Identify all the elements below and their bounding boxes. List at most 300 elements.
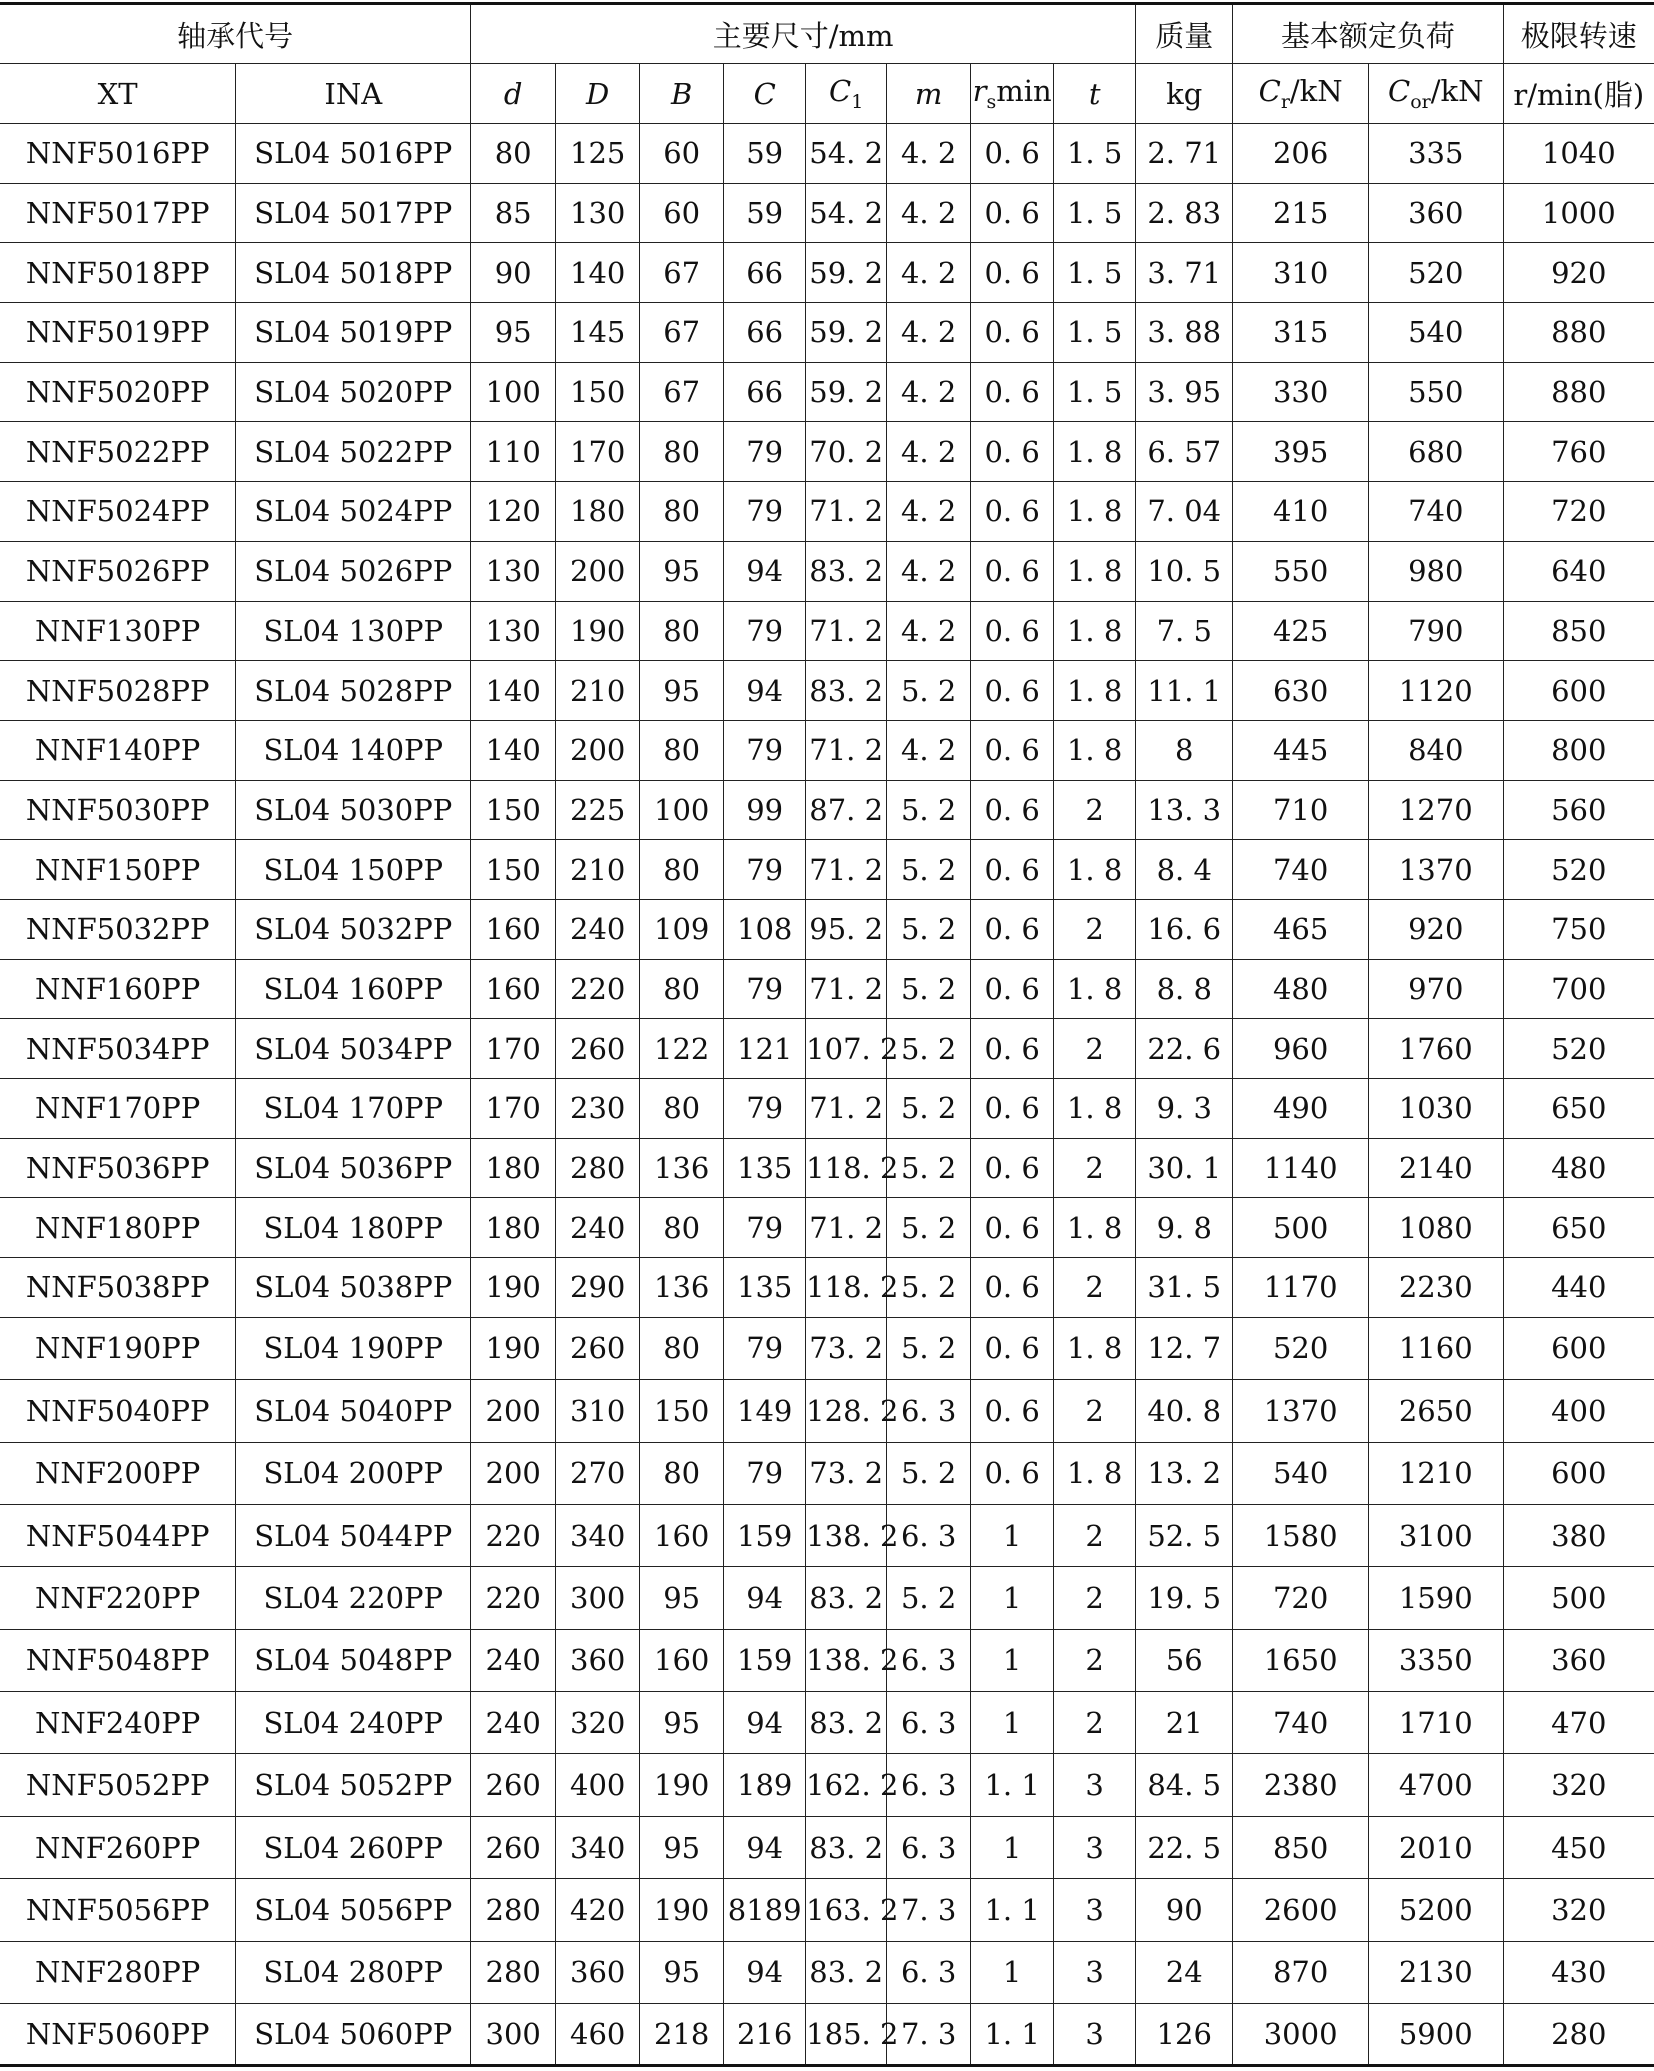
cell-width-B: 67 bbox=[640, 243, 724, 303]
cell-width-C: 216 bbox=[724, 2004, 806, 2066]
table-row bbox=[0, 362, 1654, 422]
cell-width-C: 79 bbox=[724, 422, 806, 482]
cell-m: 4. 2 bbox=[887, 601, 971, 661]
cell-mass-kg: 10. 5 bbox=[1136, 541, 1233, 601]
cell-mass-kg: 3. 71 bbox=[1136, 243, 1233, 303]
cell-cor-kn: 1210 bbox=[1368, 1442, 1503, 1504]
table-row bbox=[0, 1019, 1654, 1079]
cell-ina-code: SL04 5038PP bbox=[236, 1258, 471, 1318]
cell-cor-kn: 1370 bbox=[1368, 840, 1503, 900]
cell-t: 1. 8 bbox=[1054, 1198, 1136, 1258]
cell-t: 2 bbox=[1054, 1567, 1136, 1629]
cell-width-C1: 95. 2 bbox=[806, 899, 887, 959]
cell-outer-D: 130 bbox=[556, 183, 640, 243]
cell-speed: 750 bbox=[1503, 899, 1654, 959]
col-header-speed: r/min(脂) bbox=[1503, 64, 1654, 124]
table-row bbox=[0, 124, 1654, 184]
cell-t: 1. 8 bbox=[1054, 1442, 1136, 1504]
cell-rs-min: 0. 6 bbox=[971, 661, 1054, 721]
cell-speed: 700 bbox=[1503, 959, 1654, 1019]
cell-width-C1: 73. 2 bbox=[806, 1317, 887, 1379]
cell-width-B: 80 bbox=[640, 840, 724, 900]
cell-outer-D: 290 bbox=[556, 1258, 640, 1318]
cell-cr-kn: 850 bbox=[1233, 1816, 1369, 1878]
cell-outer-D: 360 bbox=[556, 1629, 640, 1691]
cell-outer-D: 260 bbox=[556, 1317, 640, 1379]
cell-rs-min: 0. 6 bbox=[971, 1198, 1054, 1258]
cell-mass-kg: 90 bbox=[1136, 1879, 1233, 1941]
cell-m: 7. 3 bbox=[887, 1879, 971, 1941]
cell-rs-min: 1 bbox=[971, 1692, 1054, 1754]
cell-width-C: 79 bbox=[724, 482, 806, 542]
cell-mass-kg: 19. 5 bbox=[1136, 1567, 1233, 1629]
cell-speed: 520 bbox=[1503, 1019, 1654, 1079]
header-mass: 质量 bbox=[1136, 4, 1233, 64]
cell-cr-kn: 425 bbox=[1233, 601, 1369, 661]
cell-m: 4. 2 bbox=[887, 303, 971, 363]
col-header-d: d bbox=[471, 64, 556, 124]
cell-m: 5. 2 bbox=[887, 899, 971, 959]
cell-xt-code: NNF280PP bbox=[0, 1941, 236, 2003]
cell-cr-kn: 630 bbox=[1233, 661, 1369, 721]
cell-ina-code: SL04 240PP bbox=[236, 1692, 471, 1754]
cell-speed: 920 bbox=[1503, 243, 1654, 303]
cell-width-C1: 163. 2 bbox=[806, 1879, 887, 1941]
cell-bore-d: 190 bbox=[471, 1317, 556, 1379]
cell-mass-kg: 22. 6 bbox=[1136, 1019, 1233, 1079]
cell-mass-kg: 126 bbox=[1136, 2004, 1233, 2066]
cell-rs-min: 0. 6 bbox=[971, 422, 1054, 482]
cell-outer-D: 210 bbox=[556, 661, 640, 721]
cell-width-C: 108 bbox=[724, 899, 806, 959]
cell-mass-kg: 16. 6 bbox=[1136, 899, 1233, 959]
cell-ina-code: SL04 5034PP bbox=[236, 1019, 471, 1079]
cell-m: 4. 2 bbox=[887, 362, 971, 422]
table-row bbox=[0, 601, 1654, 661]
cell-rs-min: 0. 6 bbox=[971, 780, 1054, 840]
cell-width-B: 218 bbox=[640, 2004, 724, 2066]
cell-ina-code: SL04 5032PP bbox=[236, 899, 471, 959]
cell-outer-D: 200 bbox=[556, 541, 640, 601]
cell-width-C1: 87. 2 bbox=[806, 780, 887, 840]
cell-cr-kn: 870 bbox=[1233, 1941, 1369, 2003]
table-row bbox=[0, 899, 1654, 959]
cell-width-B: 95 bbox=[640, 661, 724, 721]
col-header-kg: kg bbox=[1136, 64, 1233, 124]
cell-mass-kg: 21 bbox=[1136, 1692, 1233, 1754]
table-row bbox=[0, 1567, 1654, 1629]
cell-mass-kg: 8 bbox=[1136, 720, 1233, 780]
table-row bbox=[0, 1138, 1654, 1198]
cell-outer-D: 210 bbox=[556, 840, 640, 900]
cell-outer-D: 180 bbox=[556, 482, 640, 542]
cell-mass-kg: 8. 8 bbox=[1136, 959, 1233, 1019]
cell-width-C: 121 bbox=[724, 1019, 806, 1079]
cell-t: 3 bbox=[1054, 1754, 1136, 1816]
cell-bore-d: 110 bbox=[471, 422, 556, 482]
cell-t: 1. 8 bbox=[1054, 541, 1136, 601]
cell-outer-D: 260 bbox=[556, 1019, 640, 1079]
cell-cr-kn: 310 bbox=[1233, 243, 1369, 303]
cell-rs-min: 0. 6 bbox=[971, 1258, 1054, 1318]
cell-speed: 320 bbox=[1503, 1879, 1654, 1941]
cell-mass-kg: 2. 83 bbox=[1136, 183, 1233, 243]
table-row bbox=[0, 1504, 1654, 1566]
cell-cor-kn: 740 bbox=[1368, 482, 1503, 542]
cell-m: 4. 2 bbox=[887, 124, 971, 184]
cell-width-C: 79 bbox=[724, 720, 806, 780]
cell-outer-D: 150 bbox=[556, 362, 640, 422]
cell-mass-kg: 52. 5 bbox=[1136, 1504, 1233, 1566]
cell-ina-code: SL04 5019PP bbox=[236, 303, 471, 363]
header-row-columns bbox=[0, 64, 1654, 124]
col-header-rs-base: r bbox=[972, 74, 987, 109]
cell-width-C: 135 bbox=[724, 1138, 806, 1198]
cell-outer-D: 300 bbox=[556, 1567, 640, 1629]
cell-xt-code: NNF5022PP bbox=[0, 422, 236, 482]
cell-speed: 450 bbox=[1503, 1816, 1654, 1878]
cell-ina-code: SL04 5052PP bbox=[236, 1754, 471, 1816]
cell-m: 5. 2 bbox=[887, 959, 971, 1019]
cell-cr-kn: 1140 bbox=[1233, 1138, 1369, 1198]
cell-ina-code: SL04 5028PP bbox=[236, 661, 471, 721]
cell-width-C: 149 bbox=[724, 1380, 806, 1442]
cell-rs-min: 1 bbox=[971, 1941, 1054, 2003]
cell-bore-d: 240 bbox=[471, 1629, 556, 1691]
cell-bore-d: 170 bbox=[471, 1019, 556, 1079]
col-header-cr bbox=[1233, 64, 1369, 124]
cell-bore-d: 160 bbox=[471, 959, 556, 1019]
cell-ina-code: SL04 5060PP bbox=[236, 2004, 471, 2066]
cell-speed: 650 bbox=[1503, 1079, 1654, 1139]
cell-width-C: 66 bbox=[724, 243, 806, 303]
cell-cr-kn: 550 bbox=[1233, 541, 1369, 601]
col-header-C1-base: C bbox=[829, 74, 852, 109]
cell-xt-code: NNF5048PP bbox=[0, 1629, 236, 1691]
cell-t: 1. 8 bbox=[1054, 601, 1136, 661]
cell-width-C: 94 bbox=[724, 1941, 806, 2003]
cell-ina-code: SL04 5040PP bbox=[236, 1380, 471, 1442]
table-row bbox=[0, 1692, 1654, 1754]
cell-ina-code: SL04 160PP bbox=[236, 959, 471, 1019]
cell-t: 1. 5 bbox=[1054, 243, 1136, 303]
cell-ina-code: SL04 5018PP bbox=[236, 243, 471, 303]
cell-bore-d: 180 bbox=[471, 1138, 556, 1198]
cell-m: 5. 2 bbox=[887, 1317, 971, 1379]
col-header-C1 bbox=[806, 64, 887, 124]
col-header-m: m bbox=[887, 64, 971, 124]
cell-outer-D: 170 bbox=[556, 422, 640, 482]
cell-width-C: 79 bbox=[724, 959, 806, 1019]
cell-cor-kn: 335 bbox=[1368, 124, 1503, 184]
cell-ina-code: SL04 140PP bbox=[236, 720, 471, 780]
cell-cr-kn: 3000 bbox=[1233, 2004, 1369, 2066]
cell-cr-kn: 330 bbox=[1233, 362, 1369, 422]
cell-cr-kn: 710 bbox=[1233, 780, 1369, 840]
cell-outer-D: 240 bbox=[556, 1198, 640, 1258]
cell-outer-D: 200 bbox=[556, 720, 640, 780]
cell-bore-d: 280 bbox=[471, 1879, 556, 1941]
cell-width-C1: 118. 2 bbox=[806, 1138, 887, 1198]
cell-cr-kn: 2380 bbox=[1233, 1754, 1369, 1816]
cell-width-C1: 83. 2 bbox=[806, 1692, 887, 1754]
cell-cor-kn: 680 bbox=[1368, 422, 1503, 482]
cell-ina-code: SL04 5036PP bbox=[236, 1138, 471, 1198]
cell-mass-kg: 3. 95 bbox=[1136, 362, 1233, 422]
cell-width-C1: 162. 2 bbox=[806, 1754, 887, 1816]
cell-m: 5. 2 bbox=[887, 1019, 971, 1079]
col-header-cor-suffix: /kN bbox=[1430, 74, 1484, 109]
cell-width-B: 190 bbox=[640, 1754, 724, 1816]
cell-width-B: 67 bbox=[640, 362, 724, 422]
cell-cor-kn: 4700 bbox=[1368, 1754, 1503, 1816]
table-row bbox=[0, 1317, 1654, 1379]
cell-width-C: 66 bbox=[724, 303, 806, 363]
cell-width-B: 160 bbox=[640, 1629, 724, 1691]
cell-outer-D: 125 bbox=[556, 124, 640, 184]
cell-xt-code: NNF5017PP bbox=[0, 183, 236, 243]
cell-cor-kn: 2140 bbox=[1368, 1138, 1503, 1198]
cell-bore-d: 160 bbox=[471, 899, 556, 959]
cell-cor-kn: 3100 bbox=[1368, 1504, 1503, 1566]
cell-xt-code: NNF150PP bbox=[0, 840, 236, 900]
cell-ina-code: SL04 260PP bbox=[236, 1816, 471, 1878]
cell-t: 2 bbox=[1054, 1258, 1136, 1318]
cell-xt-code: NNF5038PP bbox=[0, 1258, 236, 1318]
cell-width-B: 190 bbox=[640, 1879, 724, 1941]
cell-xt-code: NNF160PP bbox=[0, 959, 236, 1019]
col-header-cor-sub: or bbox=[1410, 90, 1431, 113]
cell-width-C1: 71. 2 bbox=[806, 482, 887, 542]
cell-width-C: 8189 bbox=[724, 1879, 806, 1941]
cell-t: 1. 8 bbox=[1054, 422, 1136, 482]
cell-bore-d: 260 bbox=[471, 1816, 556, 1878]
cell-width-B: 150 bbox=[640, 1380, 724, 1442]
cell-xt-code: NNF5020PP bbox=[0, 362, 236, 422]
cell-cor-kn: 980 bbox=[1368, 541, 1503, 601]
cell-width-B: 80 bbox=[640, 1198, 724, 1258]
cell-m: 6. 3 bbox=[887, 1816, 971, 1878]
cell-mass-kg: 56 bbox=[1136, 1629, 1233, 1691]
cell-speed: 360 bbox=[1503, 1629, 1654, 1691]
cell-rs-min: 0. 6 bbox=[971, 183, 1054, 243]
cell-mass-kg: 9. 3 bbox=[1136, 1079, 1233, 1139]
cell-t: 1. 5 bbox=[1054, 124, 1136, 184]
cell-width-B: 95 bbox=[640, 1941, 724, 2003]
col-header-C1-sub: 1 bbox=[851, 90, 864, 113]
cell-width-B: 80 bbox=[640, 422, 724, 482]
cell-cr-kn: 315 bbox=[1233, 303, 1369, 363]
table-row bbox=[0, 1941, 1654, 2003]
cell-bore-d: 220 bbox=[471, 1504, 556, 1566]
table-row bbox=[0, 1380, 1654, 1442]
cell-cr-kn: 215 bbox=[1233, 183, 1369, 243]
cell-t: 1. 5 bbox=[1054, 183, 1136, 243]
cell-ina-code: SL04 280PP bbox=[236, 1941, 471, 2003]
cell-width-C1: 71. 2 bbox=[806, 720, 887, 780]
table-row bbox=[0, 661, 1654, 721]
cell-ina-code: SL04 170PP bbox=[236, 1079, 471, 1139]
cell-ina-code: SL04 130PP bbox=[236, 601, 471, 661]
cell-width-B: 100 bbox=[640, 780, 724, 840]
col-header-xt: XT bbox=[0, 64, 236, 124]
col-header-rs-sub: s bbox=[986, 90, 997, 113]
cell-width-B: 67 bbox=[640, 303, 724, 363]
cell-rs-min: 1 bbox=[971, 1629, 1054, 1691]
cell-ina-code: SL04 220PP bbox=[236, 1567, 471, 1629]
cell-width-C: 79 bbox=[724, 840, 806, 900]
cell-width-C1: 83. 2 bbox=[806, 1567, 887, 1629]
cell-cor-kn: 840 bbox=[1368, 720, 1503, 780]
table-row bbox=[0, 183, 1654, 243]
cell-rs-min: 0. 6 bbox=[971, 840, 1054, 900]
cell-xt-code: NNF140PP bbox=[0, 720, 236, 780]
cell-cr-kn: 490 bbox=[1233, 1079, 1369, 1139]
cell-width-B: 80 bbox=[640, 1317, 724, 1379]
cell-xt-code: NNF5016PP bbox=[0, 124, 236, 184]
cell-outer-D: 420 bbox=[556, 1879, 640, 1941]
cell-bore-d: 140 bbox=[471, 720, 556, 780]
cell-width-C1: 54. 2 bbox=[806, 124, 887, 184]
table-row bbox=[0, 422, 1654, 482]
cell-cr-kn: 445 bbox=[1233, 720, 1369, 780]
cell-width-C1: 71. 2 bbox=[806, 959, 887, 1019]
cell-width-B: 80 bbox=[640, 1079, 724, 1139]
cell-cr-kn: 720 bbox=[1233, 1567, 1369, 1629]
cell-m: 4. 2 bbox=[887, 183, 971, 243]
cell-mass-kg: 31. 5 bbox=[1136, 1258, 1233, 1318]
cell-bore-d: 300 bbox=[471, 2004, 556, 2066]
cell-width-C: 79 bbox=[724, 601, 806, 661]
table-row bbox=[0, 720, 1654, 780]
header-basic-load-rating: 基本额定负荷 bbox=[1233, 4, 1503, 64]
table-row bbox=[0, 1442, 1654, 1504]
cell-speed: 520 bbox=[1503, 840, 1654, 900]
cell-cor-kn: 1030 bbox=[1368, 1079, 1503, 1139]
cell-ina-code: SL04 200PP bbox=[236, 1442, 471, 1504]
cell-mass-kg: 9. 8 bbox=[1136, 1198, 1233, 1258]
cell-m: 4. 2 bbox=[887, 541, 971, 601]
cell-rs-min: 0. 6 bbox=[971, 541, 1054, 601]
cell-m: 6. 3 bbox=[887, 1629, 971, 1691]
cell-width-C: 99 bbox=[724, 780, 806, 840]
cell-rs-min: 0. 6 bbox=[971, 243, 1054, 303]
cell-m: 6. 3 bbox=[887, 1380, 971, 1442]
cell-cor-kn: 520 bbox=[1368, 243, 1503, 303]
cell-outer-D: 400 bbox=[556, 1754, 640, 1816]
table-row bbox=[0, 541, 1654, 601]
table-row bbox=[0, 2004, 1654, 2066]
cell-cr-kn: 500 bbox=[1233, 1198, 1369, 1258]
table-row bbox=[0, 1079, 1654, 1139]
cell-t: 1. 8 bbox=[1054, 661, 1136, 721]
cell-cor-kn: 790 bbox=[1368, 601, 1503, 661]
cell-mass-kg: 30. 1 bbox=[1136, 1138, 1233, 1198]
cell-width-C1: 83. 2 bbox=[806, 661, 887, 721]
cell-cor-kn: 550 bbox=[1368, 362, 1503, 422]
cell-m: 4. 2 bbox=[887, 243, 971, 303]
bearing-spec-table bbox=[0, 2, 1654, 2067]
cell-m: 5. 2 bbox=[887, 661, 971, 721]
cell-m: 5. 2 bbox=[887, 1567, 971, 1629]
cell-width-B: 95 bbox=[640, 1692, 724, 1754]
col-header-ina: INA bbox=[236, 64, 471, 124]
cell-width-C1: 71. 2 bbox=[806, 840, 887, 900]
cell-width-B: 95 bbox=[640, 541, 724, 601]
cell-m: 4. 2 bbox=[887, 720, 971, 780]
cell-width-B: 80 bbox=[640, 720, 724, 780]
cell-rs-min: 0. 6 bbox=[971, 959, 1054, 1019]
cell-rs-min: 1 bbox=[971, 1504, 1054, 1566]
cell-speed: 430 bbox=[1503, 1941, 1654, 2003]
table-row bbox=[0, 959, 1654, 1019]
header-designation: 轴承代号 bbox=[0, 4, 471, 64]
cell-speed: 850 bbox=[1503, 601, 1654, 661]
cell-cor-kn: 2230 bbox=[1368, 1258, 1503, 1318]
col-header-cr-suffix: /kN bbox=[1289, 74, 1343, 109]
col-header-rs-suffix: min bbox=[996, 74, 1052, 109]
cell-width-C: 79 bbox=[724, 1442, 806, 1504]
cell-bore-d: 120 bbox=[471, 482, 556, 542]
cell-t: 1. 8 bbox=[1054, 1079, 1136, 1139]
cell-outer-D: 270 bbox=[556, 1442, 640, 1504]
cell-mass-kg: 24 bbox=[1136, 1941, 1233, 2003]
cell-width-C1: 185. 2 bbox=[806, 2004, 887, 2066]
cell-t: 1. 8 bbox=[1054, 720, 1136, 780]
table-body bbox=[0, 4, 1654, 2066]
cell-width-C: 94 bbox=[724, 1816, 806, 1878]
cell-t: 1. 5 bbox=[1054, 362, 1136, 422]
cell-cr-kn: 740 bbox=[1233, 840, 1369, 900]
cell-bore-d: 100 bbox=[471, 362, 556, 422]
cell-bore-d: 130 bbox=[471, 541, 556, 601]
cell-speed: 320 bbox=[1503, 1754, 1654, 1816]
cell-t: 2 bbox=[1054, 1019, 1136, 1079]
cell-bore-d: 170 bbox=[471, 1079, 556, 1139]
cell-speed: 880 bbox=[1503, 362, 1654, 422]
cell-outer-D: 190 bbox=[556, 601, 640, 661]
cell-width-C: 94 bbox=[724, 1692, 806, 1754]
cell-width-C1: 59. 2 bbox=[806, 362, 887, 422]
cell-xt-code: NNF5018PP bbox=[0, 243, 236, 303]
cell-t: 2 bbox=[1054, 1380, 1136, 1442]
cell-ina-code: SL04 5056PP bbox=[236, 1879, 471, 1941]
cell-outer-D: 280 bbox=[556, 1138, 640, 1198]
cell-mass-kg: 12. 7 bbox=[1136, 1317, 1233, 1379]
cell-bore-d: 80 bbox=[471, 124, 556, 184]
cell-width-C: 94 bbox=[724, 541, 806, 601]
cell-m: 5. 2 bbox=[887, 840, 971, 900]
cell-mass-kg: 3. 88 bbox=[1136, 303, 1233, 363]
cell-xt-code: NNF5044PP bbox=[0, 1504, 236, 1566]
cell-cor-kn: 1270 bbox=[1368, 780, 1503, 840]
cell-mass-kg: 8. 4 bbox=[1136, 840, 1233, 900]
cell-xt-code: NNF5036PP bbox=[0, 1138, 236, 1198]
cell-outer-D: 320 bbox=[556, 1692, 640, 1754]
cell-width-C1: 128. 2 bbox=[806, 1380, 887, 1442]
cell-m: 7. 3 bbox=[887, 2004, 971, 2066]
cell-m: 5. 2 bbox=[887, 1442, 971, 1504]
table-row bbox=[0, 1754, 1654, 1816]
cell-t: 2 bbox=[1054, 1504, 1136, 1566]
cell-xt-code: NNF5030PP bbox=[0, 780, 236, 840]
cell-bore-d: 240 bbox=[471, 1692, 556, 1754]
col-header-cr-base: C bbox=[1258, 74, 1281, 109]
table-row bbox=[0, 780, 1654, 840]
cell-speed: 720 bbox=[1503, 482, 1654, 542]
cell-rs-min: 1. 1 bbox=[971, 1879, 1054, 1941]
cell-mass-kg: 11. 1 bbox=[1136, 661, 1233, 721]
